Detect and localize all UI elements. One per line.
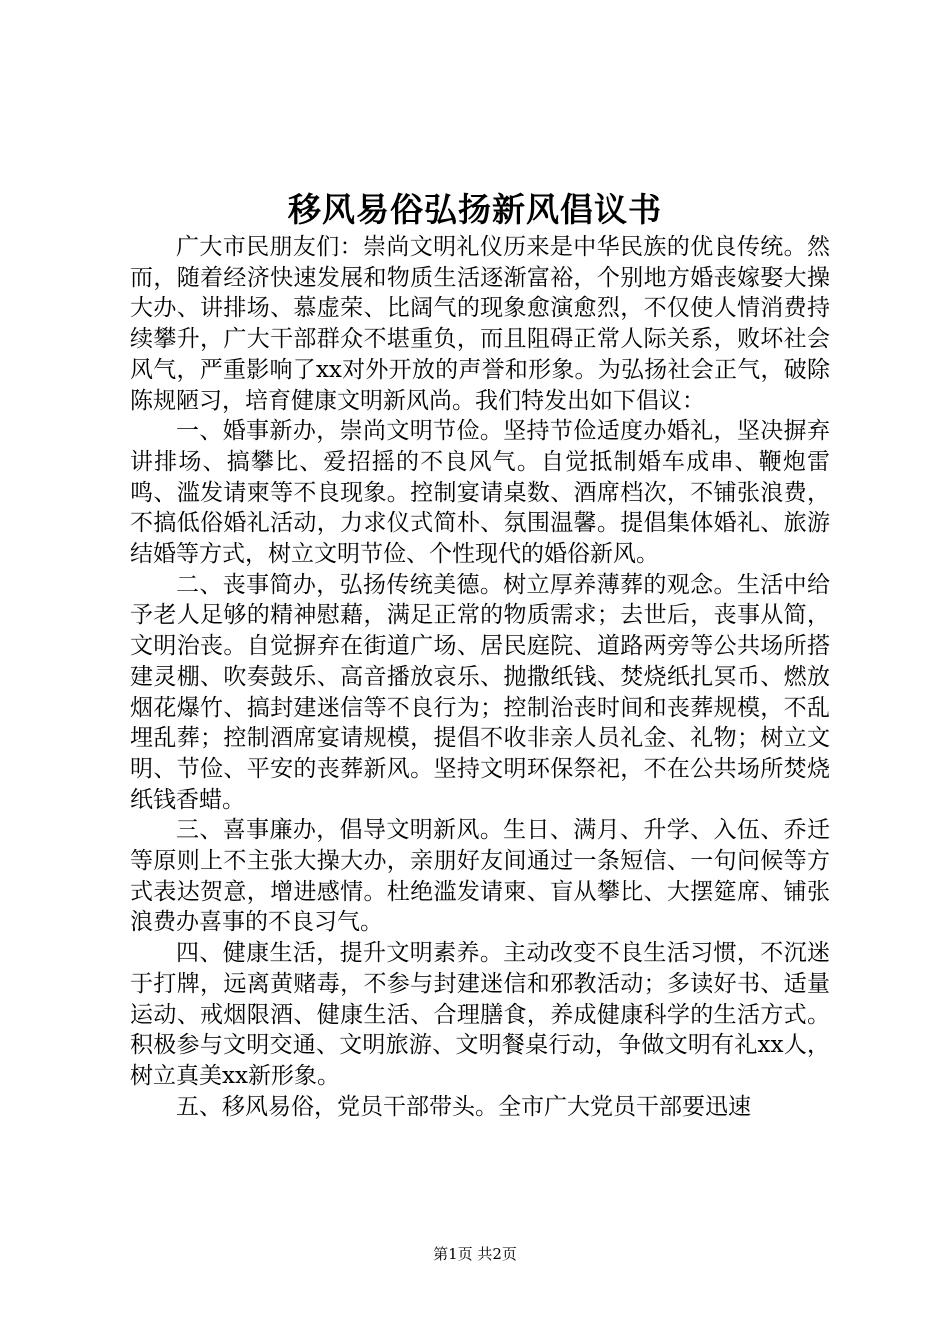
paragraph-intro: 广大市民朋友们：崇尚文明礼仪历来是中华民族的优良传统。然而，随着经济快速发展和物质生活逐渐富裕，个别地方婚丧嫁娶大操大办、讲排场、慕虚荣、比阔气的现象愈演愈烈，不仅使人情消费持续攀升，广大干部群众不堪重负，而且阻碍正常人际关系，败坏社会风气，严重影响了xx对外开放的声誉和形象。为弘扬社会正气，破除陈规陋习，培育健康文明新风尚。我们特发出如下倡议： bbox=[130, 234, 830, 414]
paragraph-funeral: 二、丧事简办，弘扬传统美德。树立厚养薄葬的观念。生活中给予老人足够的精神慰藉，满足正常的物质需求；去世后，丧事从简，文明治丧。自觉摒弃在街道广场、居民庭院、道路两旁等公共场所搭建灵棚、吹奏鼓乐、高音播放哀乐、抛撒纸钱、焚烧纸扎冥币、燃放烟花爆竹、搞封建迷信等不良行为；控制治丧时间和丧葬规模，不乱埋乱葬；控制酒席宴请规模，提倡不收非亲人员礼金、礼物；树立文明、节俭、平安的丧葬新风。坚持文明环保祭祀，不在公共场所焚烧纸钱香蜡。 bbox=[130, 571, 830, 813]
document-body bbox=[130, 232, 830, 1122]
document-title: 移风易俗弘扬新风倡议书 bbox=[288, 190, 662, 229]
paragraph-celebration: 三、喜事廉办，倡导文明新风。生日、满月、升学、入伍、乔迁等原则上不主张大操大办，亲朋好友间通过一条短信、一句问候等方式表达贺意，增进感情。杜绝滥发请柬、盲从攀比、大摆筵席、铺张浪费办喜事的不良习气。 bbox=[130, 817, 830, 936]
page-number: 第1页 共2页 bbox=[433, 1245, 517, 1263]
paragraph-party-members: 五、移风易俗，党员干部带头。全市广大党员干部要迅速 bbox=[176, 1093, 751, 1120]
paragraph-wedding: 一、婚事新办，崇尚文明节俭。坚持节俭适度办婚礼，坚决摒弃讲排场、搞攀比、爱招摇的不良风气。自觉抵制婚车成串、鞭炮雷鸣、滥发请柬等不良现象。控制宴请桌数、酒席档次，不铺张浪费，不搞低俗婚礼活动，力求仪式简朴、氛围温馨。提倡集体婚礼、旅游结婚等方式，树立文明节俭、个性现代的婚俗新风。 bbox=[130, 418, 830, 568]
paragraph-healthy-life: 四、健康生活，提升文明素养。主动改变不良生活习惯，不沉迷于打牌，远离黄赌毒，不参与封建迷信和邪教活动；多读好书、适量运动、戒烟限酒、健康生活、合理膳食，养成健康科学的生活方式。积极参与文明交通、文明旅游、文明餐桌行动，争做文明有礼xx人，树立真美xx新形象。 bbox=[130, 940, 830, 1089]
